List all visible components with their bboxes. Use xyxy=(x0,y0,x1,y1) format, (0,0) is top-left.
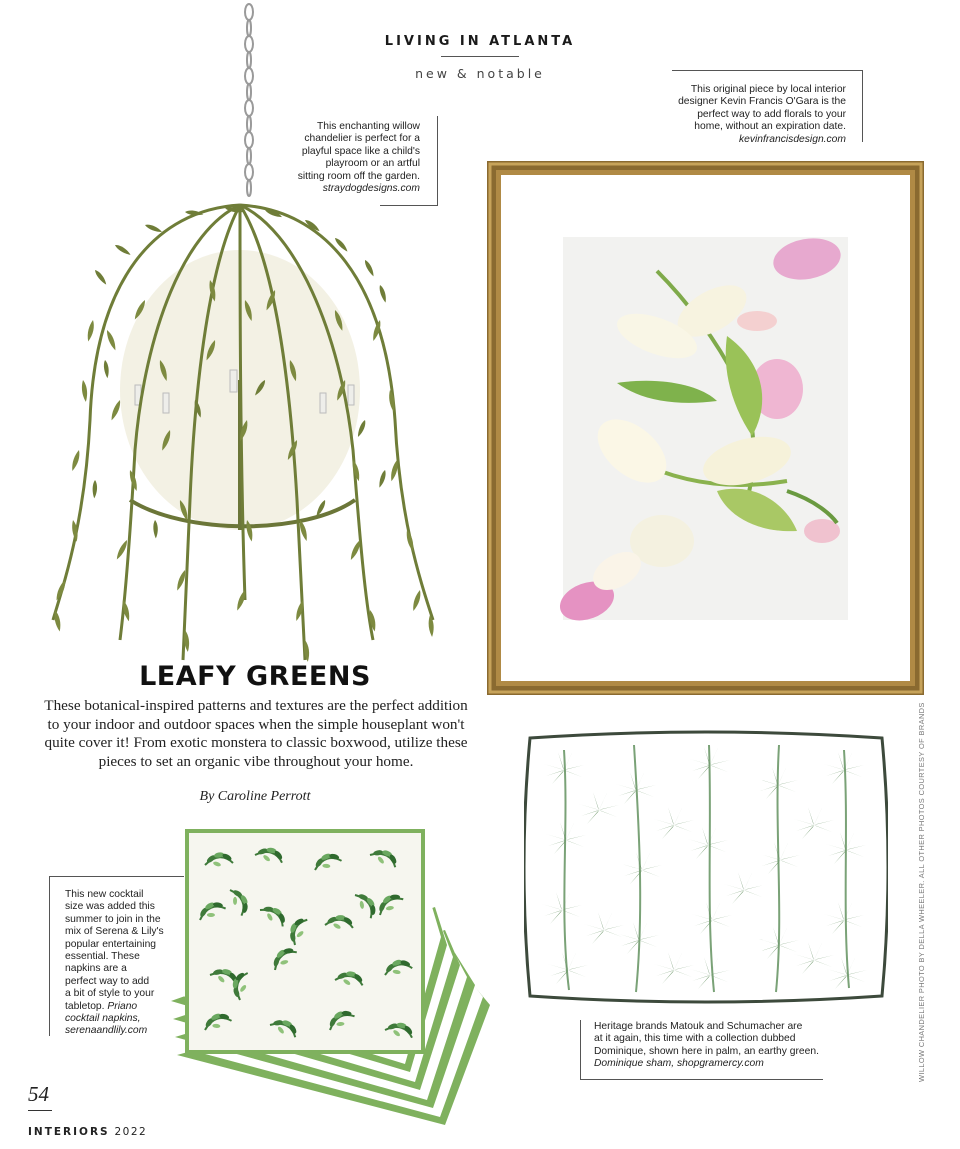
napkins-caption xyxy=(65,889,177,1038)
caption-line: size was added this xyxy=(65,901,155,913)
caption-line: perfect way to add xyxy=(65,975,150,987)
caption-line: This enchanting willow xyxy=(316,121,420,132)
artwork-caption xyxy=(640,84,846,146)
napkins-product-rest: cocktail napkins, xyxy=(65,1013,141,1025)
pillow-product: Dominique sham, xyxy=(594,1058,675,1070)
magazine-year: 2022 xyxy=(114,1126,148,1138)
artwork-source: kevinfrancisdesign.com xyxy=(738,133,846,145)
caption-line: tabletop. xyxy=(65,1000,105,1012)
magazine-footer xyxy=(28,1126,147,1138)
caption-line: This original piece by local interior xyxy=(690,84,846,95)
caption-line: sitting room off the garden. xyxy=(297,170,420,182)
caption-line: summer to join in the xyxy=(65,913,161,925)
willow-chandelier-image xyxy=(35,0,445,680)
caption-rule xyxy=(580,1079,823,1080)
article-byline: By Caroline Perrott xyxy=(199,789,311,804)
pillow-caption xyxy=(594,1021,834,1071)
caption-line: designer Kevin Francis O'Gara is the xyxy=(678,96,846,108)
caption-line: napkins are a xyxy=(65,963,127,975)
caption-line: playroom or an artful xyxy=(325,158,420,170)
caption-line: perfect way to add florals to your xyxy=(697,108,846,120)
caption-line: home, without an expiration date. xyxy=(694,121,846,133)
caption-line: Dominique, shown here in palm, an earthy green. xyxy=(594,1045,819,1057)
caption-line: playful space like a child's xyxy=(301,145,420,157)
caption-line: essential. These xyxy=(65,951,140,963)
folio-divider xyxy=(28,1110,52,1111)
caption-line: popular entertaining xyxy=(65,938,157,950)
napkins-product: Priano xyxy=(107,1000,138,1012)
caption-line: Heritage brands Matouk and Schumacher are xyxy=(594,1021,803,1032)
caption-line: at it again, this time with a collection dubbed xyxy=(594,1033,796,1045)
caption-rule xyxy=(580,1020,581,1080)
caption-rule xyxy=(862,70,863,142)
section-title: LIVING IN ATLANTA xyxy=(384,34,576,49)
chandelier-caption xyxy=(250,121,420,195)
article-headline: LEAFY GREENS xyxy=(139,661,371,692)
section-divider xyxy=(441,56,519,57)
caption-rule xyxy=(672,70,863,71)
napkins-source: serenaandlily.com xyxy=(65,1025,148,1037)
bamboo-pillow-image xyxy=(524,730,888,1004)
page-number: 54 xyxy=(28,1082,49,1106)
caption-rule xyxy=(380,205,438,206)
caption-rule xyxy=(49,876,184,877)
pillow-source: shopgramercy.com xyxy=(677,1058,764,1070)
caption-line: a bit of style to your xyxy=(65,988,155,1000)
caption-line: chandelier is perfect for a xyxy=(304,133,420,145)
caption-rule xyxy=(437,116,438,206)
section-subtitle: new & notable xyxy=(415,66,545,81)
caption-line: mix of Serena & Lily's xyxy=(65,926,164,938)
caption-line: This new cocktail xyxy=(65,889,144,900)
photo-credit: WILLOW CHANDELIER PHOTO BY DELLA WHEELER. ALL OTHER PHOTOS COURTESY OF BRANDS xyxy=(917,702,926,1082)
article-intro: These botanical-inspired patterns and textures are the perfect addition to your indoor and outdoor spaces when the simple houseplant won't quite cover it! From exotic monstera to classic boxwood, utilize these pieces to set an organic vibe throughout your home. xyxy=(44,697,468,770)
magazine-name: INTERIORS xyxy=(28,1126,110,1138)
caption-rule xyxy=(49,876,50,1036)
vine-napkins-image xyxy=(165,825,500,1145)
framed-floral-artwork xyxy=(487,161,924,695)
chandelier-source: straydogdesigns.com xyxy=(322,183,420,195)
